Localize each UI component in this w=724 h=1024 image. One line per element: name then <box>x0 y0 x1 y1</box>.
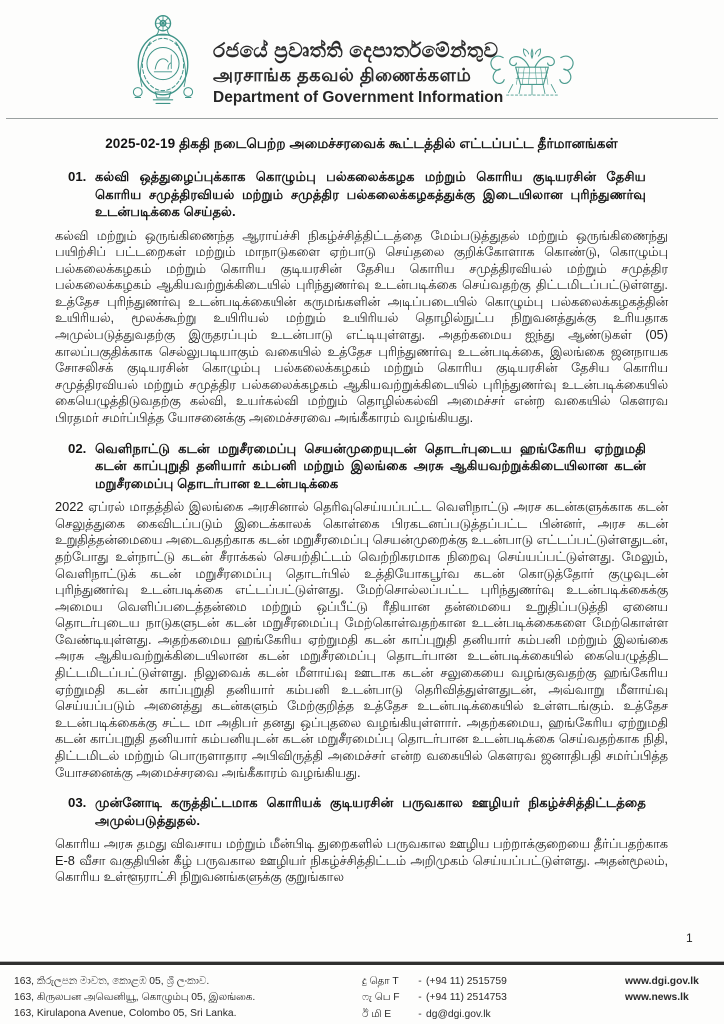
fax-label: ෆැ பெ F <box>362 992 400 1004</box>
contact-block <box>362 974 507 1023</box>
department-name-block <box>213 40 503 106</box>
phone-row <box>362 974 507 990</box>
document-title: 2025-02-19 திகதி நடைபெற்ற அமைச்சரவைக் கூட்டத்தில் எட்டப்பட்ட தீர்மானங்கள் <box>105 136 618 151</box>
twin-makara-ornament-icon <box>484 40 580 104</box>
letterhead <box>0 0 724 118</box>
phone-number: (+94 11) 2515759 <box>426 976 507 987</box>
website-news: www.news.lk <box>625 992 689 1004</box>
email-row <box>362 1007 507 1023</box>
footer <box>0 972 724 1024</box>
section-title: கல்வி ஒத்துழைப்புக்காக கொழும்பு பல்கலைக்கழக மற்றும் கொரிய குடியரசின் தேசிய கொரிய சமுத்திரவியல் மற்றும் சமுத்திர பல்கலைக்கழகத்துக்கு இடையிலான புரிந்துணர்வு உடன்படிக்கை செய்தல். <box>95 169 646 219</box>
address-sinhala: 163, කිරුලපන මාවත, කොළඹ 05, ශ්‍රී ලංකාව. <box>14 976 210 987</box>
section-number: 03. <box>68 795 87 811</box>
section-title: முன்னோடி கருத்திட்டமாக கொரியக் குடியரசின் பருவகால ஊழியர் நிகழ்ச்சித்திட்டத்தை அமுல்படுத்துதல். <box>95 795 646 828</box>
phone-label: දු தொ T <box>362 976 399 987</box>
department-name-sinhala: රජයේ ප්‍රවෘත්ති දෙපාර්තමේන්තුව <box>213 40 499 62</box>
section-paragraph: 2022 ஏப்ரல் மாதத்தில் இலங்கை அரசினால் தெரிவுசெய்யப்பட்ட வெளிநாட்டு அரச கடன்களுக்காக கடன் செலுத்துகை கைவிடப்படும் இடைக்காலக் கொள்கை பிரகடனப்படுத்தப்பட்ட பின்னர், அரச கடன் உறுதித்தன்மையை அடைவதற்காக கடன் மறுசீரமைப்பு செயன்முறைக்கு உடன்பாடு எட்டப்பட்டுள்ளதுடன், தற்போது உள்நாட்டு கடன் சீராக்கல் செயற்திட்டம் வெற்றிகரமாக நிறைவு செய்யப்பட்டுள்ளது. மேலும், வெளிநாட்டுக் கடன் மறுசீரமைப்பு தொடர்பில் உத்தியோகபூர்வ கடன் கொடுத்தோர் குழுவுடன் புரிந்துணர்வு உடன்படிக்கை எட்டப்பட்டுள்ளது. மேற்சொல்லப்பட்ட புரிந்துணர்வு உடன்படிக்கைக்கு அமைய வெளிப்படைத்தன்மை மற்றும் ஒப்பீட்டு ரீதியான தன்மையை உறுதிப்படுத்தி ஏனைய தொடர்புடைய நாடுகளுடன் கடன் மறுசீரமைப்பு மேற்கொள்வதற்கான உடன்படிக்கைகளை மேற்கொள்ள வேண்டியுள்ளது. அதற்கமைய ஹங்கேரிய ஏற்றுமதி கடன் காப்புறுதி தனியார் கம்பனி மற்றும் இலங்கை அரசு ஆகியவற்றுக்கிடையிலான கடன் மறுசீரமைப்பு தொடர்பான உடன்படிக்கையில் கையெழுத்திட திட்டமிடப்பட்டுள்ளது. நிலுவைக் கடன் மீளாய்வு ஊடாக கடன் சலுகையை வழங்குவதற்கு ஹங்கேரிய ஏற்றுமதி கடன் காப்புறுதி தனியார் கம்பனி உடன்பாடு தெரிவித்துள்ளதுடன், அவ்வாறு மீளாய்வு செய்யப்படும் அனைத்து கடன்களும் மேற்குறித்த உத்தேச உடன்படிக்கையில் உள்ளடங்கும். உத்தேச உடன்படிக்கைக்கு சட்ட மா அதிபர் தனது ஒப்புதலை வழங்கியுள்ளார். அதற்கமைய, ஹங்கேரிய ஏற்றுமதி கடன் காப்புறுதி தனியார் கம்பனியுடன் கடன் மறுசீரமைப்பு தொடர்பான உடன்படிக்கை செய்வதற்காக நிதி, திட்டமிடல் மற்றும் பொருளாதார அபிவிருத்தி அமைச்சர் என்ற வகையில் கௌரவ ஜனாதிபதி சமர்ப்பித்த யோசனைக்கு அமைச்சரவை அங்கீகாரம் வழங்கியது. <box>55 499 668 780</box>
address-english: 163, Kirulapona Avenue, Colombo 05, Sri Lanka. <box>14 1007 237 1019</box>
page-number: 1 <box>686 931 693 945</box>
website-dgi: www.dgi.gov.lk <box>625 976 699 987</box>
address-block <box>14 974 255 1022</box>
section-heading <box>55 440 668 493</box>
decision-section-02 <box>55 440 668 782</box>
section-heading <box>55 168 668 221</box>
section-paragraph: கல்வி மற்றும் ஒருங்கிணைந்த ஆராய்ச்சி நிகழ்ச்சித்திட்டத்தை மேம்படுத்துதல் மற்றும் ஒருங்கிணைந்து பயிற்சிப் பட்டறைகள் மற்றும் மாநாடுகளை ஏற்பாடு செய்தலை குறிக்கோளாக கொண்டு, கொழும்பு பல்கலைக்கழகம் மற்றும் கொரிய குடியரசின் தேசிய கொரிய சமுத்திரவியல் மற்றும் சமுத்திர பல்கலைக்கழகம் ஆகியவற்றுக்கிடையில் புரிந்துணர்வு உடன்படிக்கை செய்வதற்கு திட்டமிடப்பட்டுள்ளது. உத்தேச புரிந்துணர்வு உடன்படிக்கையின் கருமங்களின் அடிப்படையில் கொழும்பு பல்கலைக்கழகத்தின் உயிரியல், மூலக்கூற்று உயிரியல் மற்றும் உயிரியல் தொழில்நுட்ப நிறுவனத்துக்கு உரியதாக அமுல்படுத்துவதற்கு இருதரப்பும் உடன்பாடு எட்டியுள்ளது. அதற்கமைய ஐந்து ஆண்டுகள் (05) காலப்பகுதிக்காக செல்லுபடியாகும் வகையில் உத்தேச புரிந்துணர்வு உடன்படிக்கை, இலங்கை ஜனநாயக சோசலிசக் குடியரசின் கொழும்பு பல்கலைக்கழகம் மற்றும் கொரிய குடியரசின் தேசிய கொரிய சமுத்திரவியல் மற்றும் சமுத்திர பல்கலைக்கழகம் ஆகியவற்றுக்கிடையில் புரிந்துணர்வு உடன்படிக்கையில் கையெழுத்திடுவதற்கு கல்வி, உயர்கல்வி மற்றும் தொழில்கல்வி அமைச்சர் என்ற வகையில் கௌரவ பிரதமர் சமர்ப்பித்த யோசனைக்கு அமைச்சரவை அங்கீகாரம் வழங்கியது. <box>55 227 668 426</box>
department-name-english: Department of Government Information <box>213 88 504 106</box>
section-heading <box>55 794 668 829</box>
separator: - <box>418 1008 422 1020</box>
fax-row <box>362 990 507 1006</box>
email-label: ඊ மி E <box>362 1008 392 1020</box>
website-block <box>625 974 699 1007</box>
decision-section-01 <box>55 168 668 427</box>
document-body <box>55 126 668 899</box>
section-number: 02. <box>68 440 87 456</box>
section-paragraph: கொரிய அரசு தமது விவசாய மற்றும் மீன்பிடி துறைகளில் பருவகால ஊழிய பற்றாக்குறையை தீர்ப்பதற்காக E-8 வீசா வகுதியின் கீழ் பருவகால ஊழியர் நிகழ்ச்சித்திட்டம் அறிமுகம் செய்யப்பட்டுள்ளது. அதன்மூலம், கொரிய உள்ளூராட்சி நிறுவனங்களுக்கு குறுங்கால <box>55 836 668 885</box>
header-divider <box>6 118 718 119</box>
email-address: dg@dgi.gov.lk <box>426 1008 491 1020</box>
separator: - <box>418 992 422 1004</box>
fax-number: (+94 11) 2514753 <box>426 992 507 1004</box>
section-title: வெளிநாட்டு கடன் மறுசீரமைப்பு செயன்முறையுடன் தொடர்புடைய ஹங்கேரிய ஏற்றுமதி கடன் காப்புறுதி தனியார் கம்பனி மற்றும் இலங்கை அரசு ஆகியவற்றுக்கிடையிலான கடன் மறுசீரமைப்பு தொடர்பான உடன்படிக்கை <box>95 440 646 491</box>
sri-lanka-national-emblem-icon <box>130 9 196 109</box>
address-tamil: 163, கிருலபன அவெனியூ, கொழும்பு 05, இலங்கை. <box>14 991 256 1003</box>
footer-divider <box>0 961 724 965</box>
separator: - <box>418 976 422 987</box>
section-number: 01. <box>68 169 87 184</box>
decision-section-03 <box>55 794 668 886</box>
department-name-tamil: அரசாங்க தகவல் திணைக்களம் <box>213 65 472 86</box>
